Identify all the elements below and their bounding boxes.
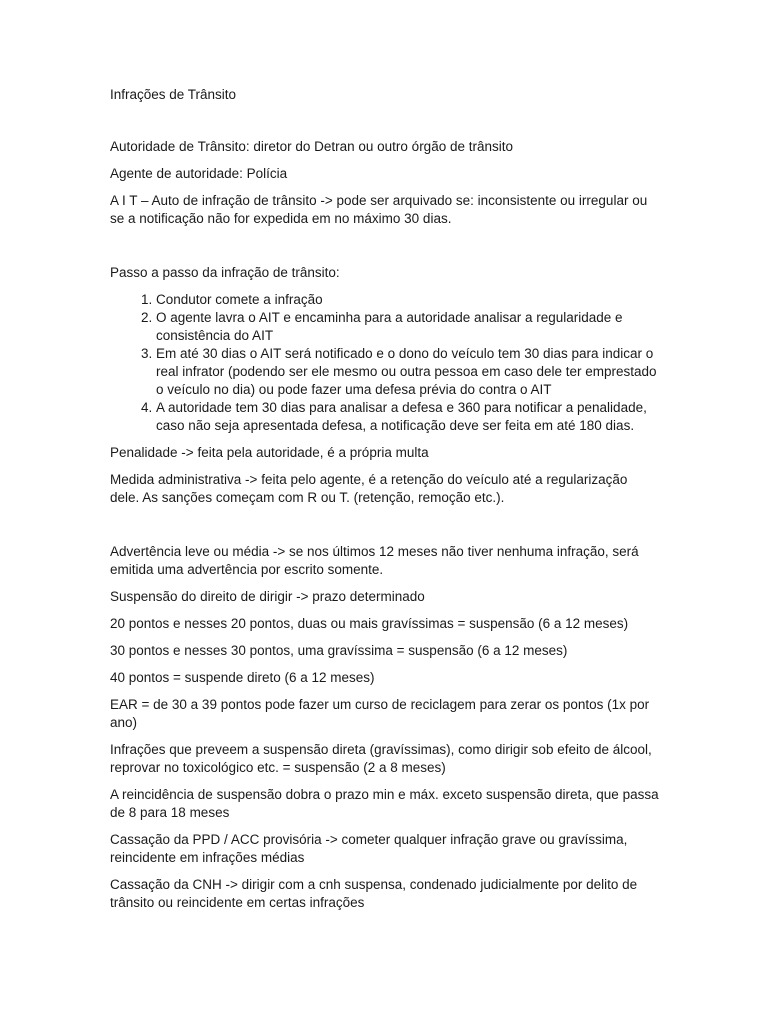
list-item: 3. Em até 30 dias o AIT será notificado e o dono do veículo tem 30 dias para indicar o real infrator (podendo ser ele mesmo ou outra pessoa em caso dele ter emprestado o veículo no dia) ou pode fazer uma defesa prévia do contra o AIT [156, 345, 660, 399]
paragraph-ait: A I T – Auto de infração de trânsito -> pode ser arquivado se: inconsistente ou irregular ou se a notificação não for expedida em no máximo 30 dias. [110, 193, 648, 226]
paragraph-suspensao: Suspensão do direito de dirigir -> prazo determinado [110, 589, 425, 604]
paragraph-ear: EAR = de 30 a 39 pontos pode fazer um curso de reciclagem para zerar os pontos (1x por ano) [110, 697, 650, 730]
paragraph-autoridade: Autoridade de Trânsito: diretor do Detran ou outro órgão de trânsito [110, 139, 513, 154]
paragraph-agente: Agente de autoridade: Polícia [110, 166, 288, 181]
list-item: 4. A autoridade tem 30 dias para analisar a defesa e 360 para notificar a penalidade, caso não seja apresentada defesa, a notificação deve ser feita em até 180 dias. [156, 399, 660, 435]
document-title: Infrações de Trânsito [110, 87, 237, 102]
paragraph-cassacao-cnh: Cassação da CNH -> dirigir com a cnh suspensa, condenado judicialmente por delito de trânsito ou reincidente em certas infrações [110, 877, 638, 910]
paragraph-40-pontos: 40 pontos = suspende direto (6 a 12 meses) [110, 670, 375, 685]
paragraph-medida-administrativa: Medida administrativa -> feita pelo agente, é a retenção do veículo até a regularização dele. As sanções começam com R ou T. (retenção, remoção etc.). [110, 472, 628, 505]
spacer [110, 237, 660, 264]
spacer [110, 516, 660, 543]
paragraph-cassacao-ppd: Cassação da PPD / ACC provisória -> cometer qualquer infração grave ou gravíssima, reincidente em infrações médias [110, 832, 628, 865]
paragraph-20-pontos: 20 pontos e nesses 20 pontos, duas ou mais gravíssimas = suspensão (6 a 12 meses) [110, 616, 629, 631]
paragraph-penalidade: Penalidade -> feita pela autoridade, é a própria multa [110, 445, 429, 460]
steps-heading: Passo a passo da infração de trânsito: [110, 265, 340, 280]
list-item: 2. O agente lavra o AIT e encaminha para a autoridade analisar a regularidade e consistência do AIT [156, 309, 660, 345]
steps-list [110, 291, 660, 435]
paragraph-30-pontos: 30 pontos e nesses 30 pontos, uma gravíssima = suspensão (6 a 12 meses) [110, 643, 568, 658]
spacer [110, 104, 660, 138]
document-page [110, 86, 660, 921]
list-item: 1. Condutor comete a infração [156, 291, 660, 309]
paragraph-reincidencia: A reincidência de suspensão dobra o prazo min e máx. exceto suspensão direta, que passa de 8 para 18 meses [110, 787, 659, 820]
paragraph-suspensao-direta: Infrações que preveem a suspensão direta (gravíssimas), como dirigir sob efeito de álcool, reprovar no toxicológico etc. = suspensão (2 a 8 meses) [110, 742, 652, 775]
paragraph-advertencia: Advertência leve ou média -> se nos últimos 12 meses não tiver nenhuma infração, será emitida uma advertência por escrito somente. [110, 544, 639, 577]
